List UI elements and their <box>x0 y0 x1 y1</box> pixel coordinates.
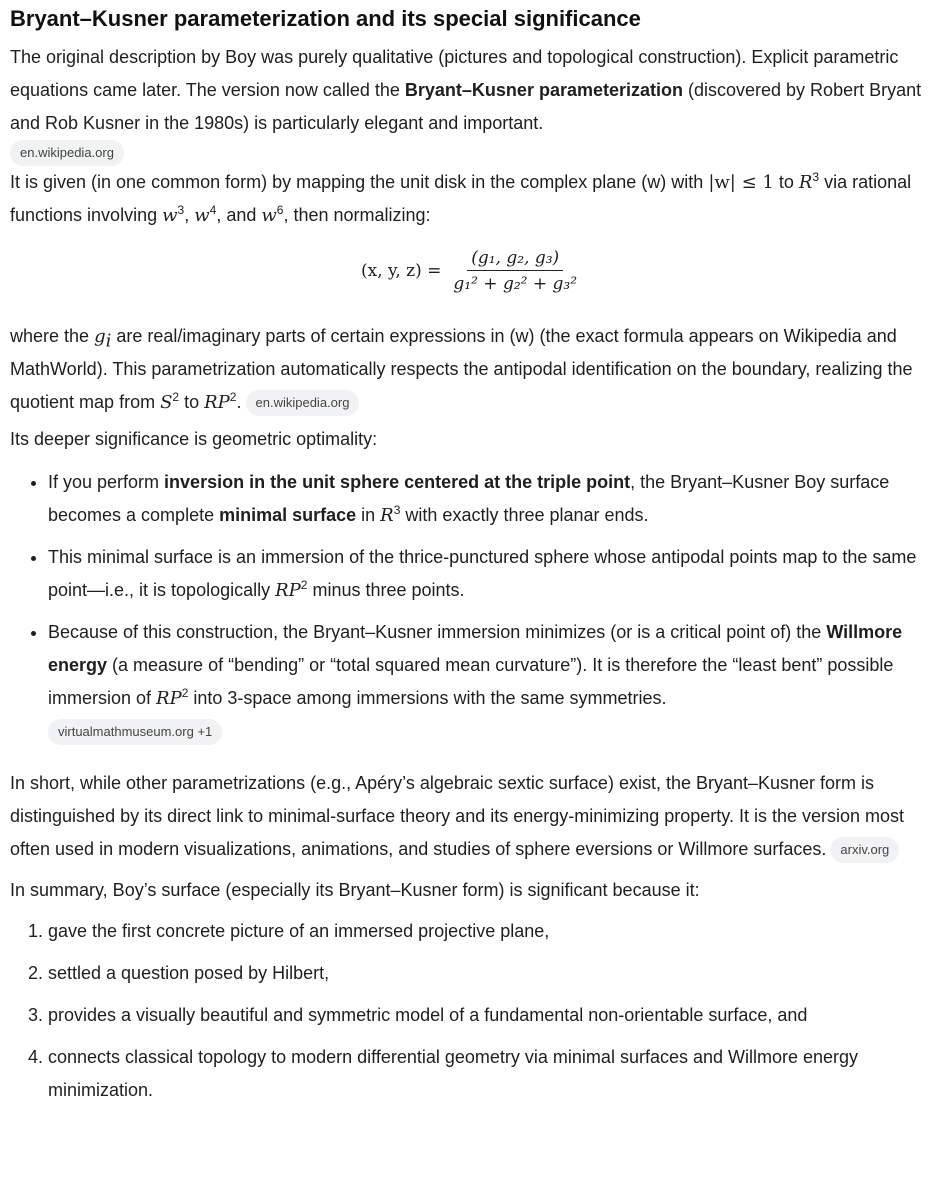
bryant-kusner-term: Bryant–Kusner parameterization <box>404 80 683 100</box>
paragraph-significance: Its deeper significance is geometric optimality: <box>10 429 378 449</box>
list-item: 2. settled a question posed by Hilbert, <box>48 957 932 990</box>
list-item: • This minimal surface is an immersion of the thrice-punctured sphere whose antipodal points map to the same point—i.e., it is topologically $RP^2$ minus three points. <box>48 541 932 607</box>
equation-numerator: (g₁, g₂, g₃) <box>467 248 563 271</box>
summary-list <box>10 915 932 1107</box>
source-chip-wikipedia[interactable]: en.wikipedia.org <box>10 140 124 166</box>
paragraph-definition: It is given (in one common form) by mapping the unit disk in the complex plane (w) with |w| ≤ 1 to $R^3$ via rational functions involving $w^3$, $w^4$, and $w^6$, then normalizing: <box>10 170 912 226</box>
list-item: • Because of this construction, the Bryant–Kusner immersion minimizes (or is a critical point of) the Willmore energy (a measure of “bending” or “total squared mean curvature”). It is therefore the “least bent” possible immersion of $RP^2$ into 3-space among immersions with the same symmetries. virtualmathmuseum.org +1 <box>48 616 932 748</box>
equation-fraction <box>449 248 581 294</box>
list-item: 4. connects classical topology to modern differential geometry via minimal surfaces and Willmore energy minimization. <box>48 1041 932 1107</box>
paragraph-conclusion: In summary, Boy’s surface (especially its Bryant–Kusner form) is significant because it: <box>10 880 700 900</box>
list-item: 1. gave the first concrete picture of an immersed projective plane, <box>48 915 932 948</box>
equation-lhs: (x, y, z) = <box>360 261 442 281</box>
source-chip-virtualmathmuseum[interactable]: virtualmathmuseum.org +1 <box>48 719 222 745</box>
paragraph-explanation: where the $g_i$ are real/imaginary parts of certain expressions in (w) (the exact formula appears on Wikipedia and MathWorld). This parametrization automatically respects the antipodal identification on the boundary, realizing the quotient map from $S^2$ to $RP^2$. en.wikipedia.org <box>10 320 932 419</box>
paragraph-summary-intro: In short, while other parametrizations (e.g., Apéry’s algebraic sextic surface) exist, the Bryant–Kusner form is distinguished by its direct link to minimal-surface theory and its energy-minimizing property. It is the version most often used in modern visualizations, animations, and studies of sphere eversions or Willmore surfaces. arxiv.org <box>10 767 932 866</box>
section-heading: Bryant–Kusner parameterization and its special significance <box>10 6 641 31</box>
source-chip-arxiv[interactable]: arxiv.org <box>830 837 899 863</box>
parameterization-equation <box>10 232 932 310</box>
list-item: 3. provides a visually beautiful and symmetric model of a fundamental non-orientable surface, and <box>48 999 932 1032</box>
significance-list <box>10 466 932 748</box>
list-item: • If you perform inversion in the unit sphere centered at the triple point, the Bryant–Kusner Boy surface becomes a complete minimal surface in $R^3$ with exactly three planar ends. <box>48 466 932 532</box>
equation-denominator: g₁² + g₂² + g₃² <box>453 274 578 294</box>
paragraph-intro: The original description by Boy was purely qualitative (pictures and topological construction). Explicit parametric equations came later. The version now called the Bryant–Kusner parameterization (discovered by Robert Bryant and Rob Kusner in the 1980s) is particularly elegant and important. <box>10 47 922 133</box>
source-chip-wikipedia-2[interactable]: en.wikipedia.org <box>246 390 360 416</box>
